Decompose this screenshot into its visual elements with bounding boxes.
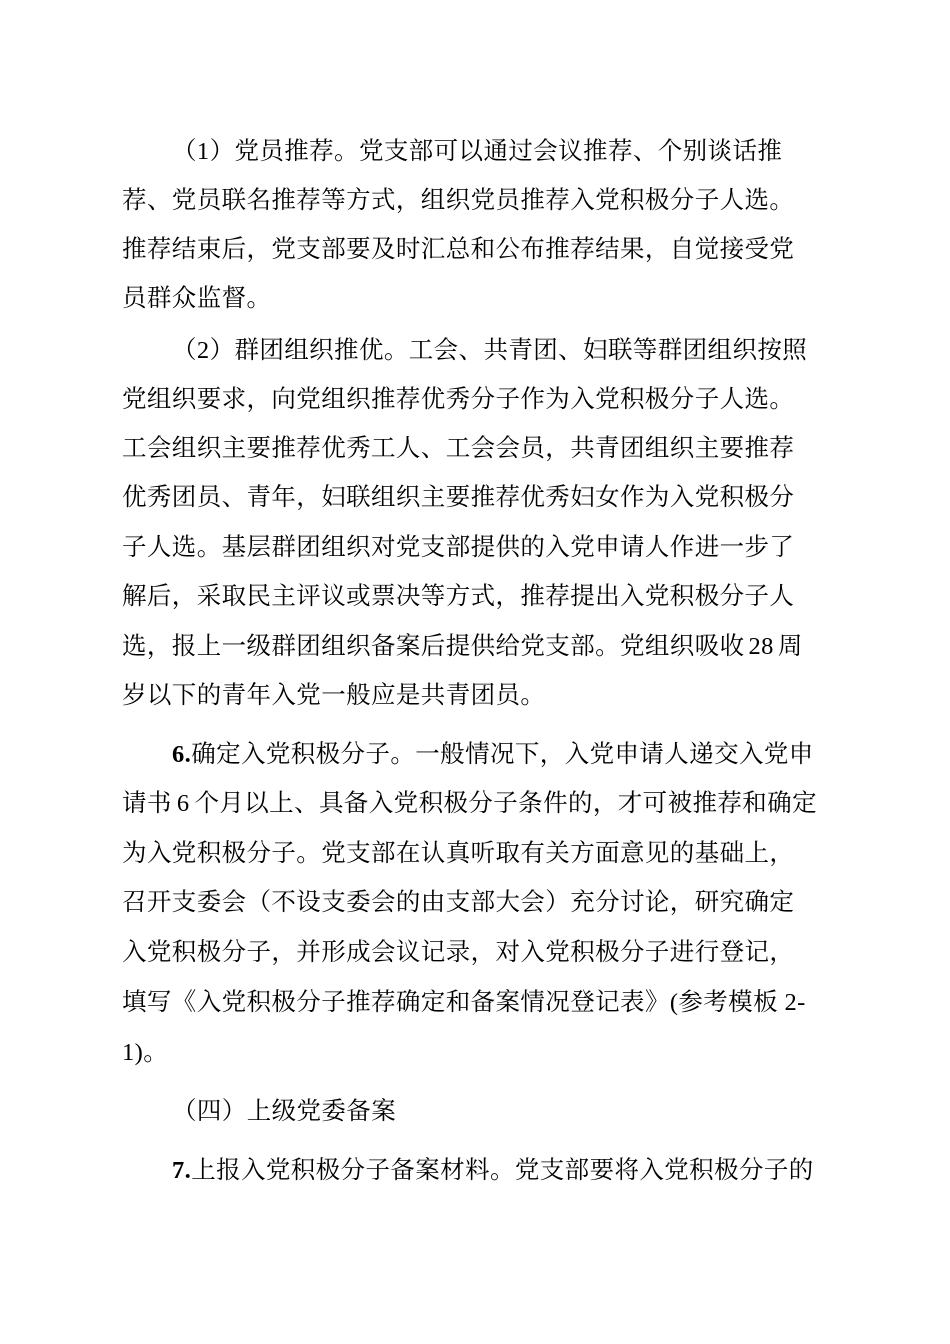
paragraph-line — [122, 1036, 168, 1069]
paragraph-line: 荐、党员联名推荐等方式，组织党员推荐入党积极分子人选。 — [122, 185, 795, 214]
text: ）党员推荐。党支部可以通过会议推荐、个别谈话推 — [209, 136, 783, 165]
paragraph-line: 岁以下的青年入党一般应是共青团员。 — [122, 680, 546, 709]
paragraph-line: 员群众监督。 — [122, 283, 272, 312]
text: 确定入党积极分子。一般情况下，入党申请人递交入党申 — [191, 739, 814, 768]
paragraph-line: 入党积极分子，并形成会议记录，对入党积极分子进行登记， — [122, 937, 795, 966]
text: 2 — [196, 337, 210, 364]
text: 1 — [196, 138, 210, 165]
paragraph-line: 子人选。基层群团组织对党支部提供的入党申请人作进一步了 — [122, 532, 795, 561]
paragraph-line: 党组织要求，向党组织推荐优秀分子作为入党积极分子人选。 — [122, 384, 795, 413]
text: 1) — [122, 1039, 144, 1066]
paragraph-line: 工会组织主要推荐优秀工人、工会会员，共青团组织主要推荐 — [122, 433, 795, 462]
paragraph-line: 解后，采取民主评议或票决等方式，推荐提出入党积极分子人 — [122, 581, 795, 610]
text: 周 — [777, 631, 803, 660]
text: 7. — [172, 1157, 192, 1184]
paragraph-line — [172, 738, 814, 771]
text: ）群团组织推优。工会、共青团、妇联等群团组织按照 — [209, 335, 808, 364]
text: （ — [172, 136, 197, 165]
paragraph-line — [172, 1154, 814, 1187]
paragraph-line — [122, 986, 806, 1019]
text: 请书 — [122, 788, 172, 817]
text: 6 — [176, 790, 190, 817]
text: 选，报上一级群团组织备案后提供给党支部。党组织吸收 — [122, 631, 745, 660]
text: 6. — [172, 741, 192, 768]
text: 。 — [143, 1037, 169, 1066]
text: 28 — [748, 633, 774, 660]
paragraph-line: 召开支委会（不设支委会的由支部大会）充分讨论，研究确定 — [122, 887, 795, 916]
text: (参考模板 2- — [669, 989, 806, 1016]
text: 填写《入党积极分子推荐确定和备案情况登记表》 — [122, 987, 670, 1016]
text: 上报入党积极分子备案材料。党支部要将入党积极分子的 — [191, 1155, 814, 1184]
paragraph-line: 优秀团员、青年，妇联组织主要推荐优秀妇女作为入党积极分 — [122, 482, 795, 511]
paragraph-line — [122, 630, 803, 663]
paragraph-line: 推荐结束后，党支部要及时汇总和公布推荐结果，自觉接受党 — [122, 234, 795, 263]
paragraph-line — [172, 135, 782, 168]
text: （ — [172, 335, 197, 364]
paragraph-line: 为入党积极分子。党支部在认真听取有关方面意见的基础上， — [122, 838, 795, 867]
section-heading: （四）上级党委备案 — [172, 1096, 397, 1125]
paragraph-line — [122, 787, 817, 820]
text: 个月以上、具备入党积极分子条件的，才可被推荐和确定 — [194, 788, 817, 817]
paragraph-line — [172, 334, 807, 367]
